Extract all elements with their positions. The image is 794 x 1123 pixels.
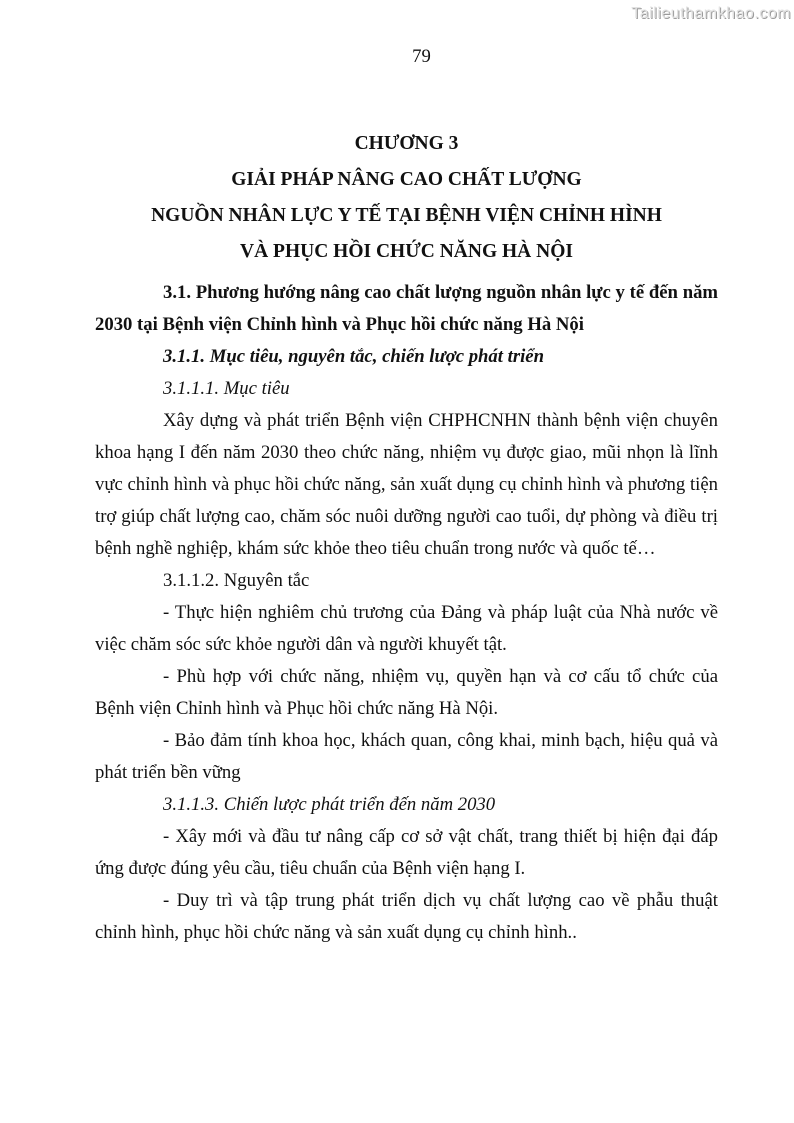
chapter-title-line-3: VÀ PHỤC HỒI CHỨC NĂNG HÀ NỘI (240, 241, 573, 262)
chapter-title-line-1: GIẢI PHÁP NÂNG CAO CHẤT LƯỢNG (231, 169, 582, 190)
strategy-item-2: - Duy trì và tập trung phát triển dịch vụ chất lượng cao về phẫu thuật chỉnh hình, phục hồi chức năng và sản xuất dụng cụ chỉnh hình.. (95, 890, 718, 943)
objective-paragraph: Xây dựng và phát triển Bệnh viện CHPHCNHN thành bệnh viện chuyên khoa hạng I đến năm 2030 theo chức năng, nhiệm vụ được giao, mũi nhọn là lĩnh vực chỉnh hình và phục hồi chức năng, sản xuất dụng cụ chỉnh hình và phương tiện trợ giúp chất lượng cao, chăm sóc nuôi dưỡng người cao tuổi, dự phòng và điều trị bệnh nghề nghiệp, khám sức khỏe theo tiêu chuẩn trong nước và quốc tế… (95, 410, 718, 559)
page-number: 79 (412, 46, 431, 67)
chapter-title-line-2: NGUỒN NHÂN LỰC Y TẾ TẠI BỆNH VIỆN CHỈNH HÌNH (151, 205, 662, 226)
document-body (95, 126, 718, 949)
watermark-text: Tailieuthamkhao.com (631, 5, 791, 22)
section-3-1-1-1-heading: 3.1.1.1. Mục tiêu (163, 378, 290, 399)
section-3-1-1-2-heading: 3.1.1.2. Nguyên tắc (163, 570, 310, 591)
section-3-1-heading: 3.1. Phương hướng nâng cao chất lượng nguồn nhân lực y tế đến năm 2030 tại Bệnh viện Chỉnh hình và Phục hồi chức năng Hà Nội (95, 282, 718, 335)
chapter-title-block (95, 126, 718, 270)
chapter-heading: CHƯƠNG 3 (354, 133, 459, 154)
principle-item-1: - Thực hiện nghiêm chủ trương của Đảng và pháp luật của Nhà nước về việc chăm sóc sức khỏe người dân và người khuyết tật. (95, 602, 718, 655)
section-3-1-1-3-heading: 3.1.1.3. Chiến lược phát triển đến năm 2030 (163, 794, 496, 815)
section-3-1-1-heading: 3.1.1. Mục tiêu, nguyên tắc, chiến lược phát triển (163, 346, 544, 367)
principle-item-3: - Bảo đảm tính khoa học, khách quan, công khai, minh bạch, hiệu quả và phát triển bền vững (95, 730, 718, 783)
principle-item-2: - Phù hợp với chức năng, nhiệm vụ, quyền hạn và cơ cấu tổ chức của Bệnh viện Chỉnh hình và Phục hồi chức năng Hà Nội. (95, 666, 718, 719)
strategy-item-1: - Xây mới và đầu tư nâng cấp cơ sở vật chất, trang thiết bị hiện đại đáp ứng được đúng yêu cầu, tiêu chuẩn của Bệnh viện hạng I. (95, 826, 718, 879)
